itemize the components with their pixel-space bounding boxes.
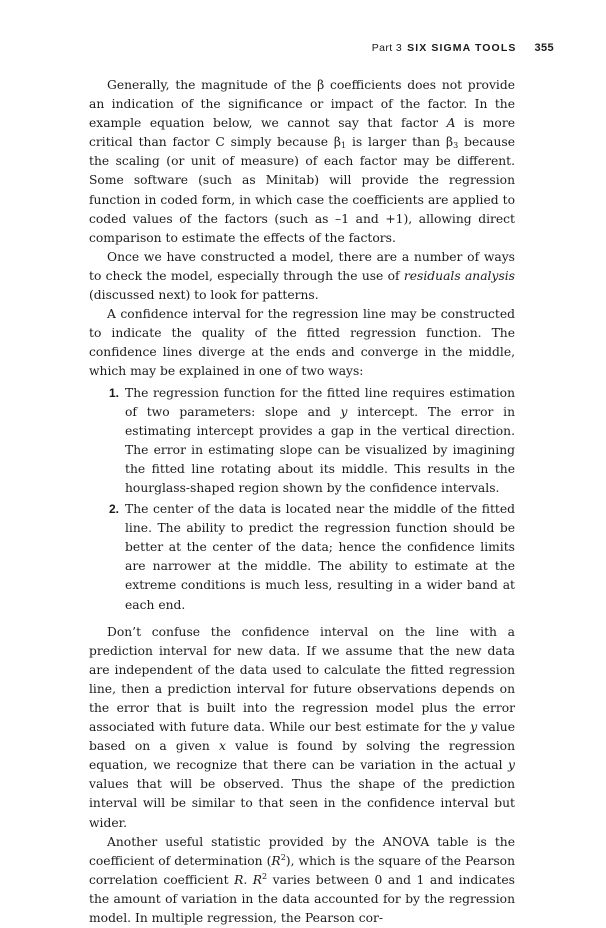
- page-number: 355: [534, 42, 554, 54]
- paragraph-coefficient-determination: Another useful statistic provided by the ANOVA table is the coefficient of determination $(R^2)$, which is the square of the Pearson correlation coefficient R. $R^2$ varies between 0 and 1 and indicates the amount of variation in the data accounted for by the regression model. In multiple regression, the Pearson cor-: [89, 834, 515, 926]
- numbered-list: [89, 384, 515, 615]
- list-item: 2. The center of the data is located near the middle of the fitted line. The ability to predict the regression function should be better at the center of the data; hence the confidence limits are narrower at the middle. The ability to estimate at the extreme conditions is much less, resulting in a wider band at each end.: [108, 502, 515, 612]
- body-text: [89, 76, 515, 928]
- paragraph-prediction-interval: Don’t confuse the confidence interval on the line with a prediction interval for new data. If we assume that the new data are independent of the data used to calculate the fitted regression line, then a prediction interval for future observations depends on the error that is built into the regression model plus the error associated with future data. While our best estimate for the y value based on a given x value is found by solving the regression equation, we recognize that there can be variation in the actual y values that will be observed. Thus the shape of the prediction interval will be similar to that seen in the confidence interval but wider.: [89, 624, 515, 830]
- paragraph-model-check: Once we have constructed a model, there are a number of ways to check the model, especially through the use of residuals analysis (discussed next) to look for patterns.: [89, 249, 515, 303]
- part-label: Part 3: [371, 42, 403, 54]
- paragraph-beta-coefficients: Generally, the magnitude of the β coefficients does not provide an indication of the significance or impact of the factor. In the example equation below, we cannot say that factor A is more critical than factor C simply because $\beta_1$ is larger than $\beta_3$ because the scaling (or unit of measure) of each factor may be different. Some software (such as Minitab) will provide the regression function in coded form, in which case the coefficients are applied to coded values of the factors (such as –1 and +1), allowing direct comparison to estimate the effects of the factors.: [89, 78, 515, 245]
- running-header: [372, 42, 554, 54]
- section-title: SIX SIGMA TOOLS: [407, 42, 517, 54]
- list-item: 1. The regression function for the fitted line requires estimation of two parameters: slope and y intercept. The error in estimating intercept provides a gap in the vertical direction. The error in estimating slope can be visualized by imagining the fitted line rotating about its middle. This results in the hourglass-shaped region shown by the confidence intervals.: [108, 385, 515, 495]
- paragraph-confidence-interval: A confidence interval for the regression line may be constructed to indicate the quality of the fitted regression function. The confidence lines diverge at the ends and converge in the middle, which may be explained in one of two ways:: [89, 307, 515, 379]
